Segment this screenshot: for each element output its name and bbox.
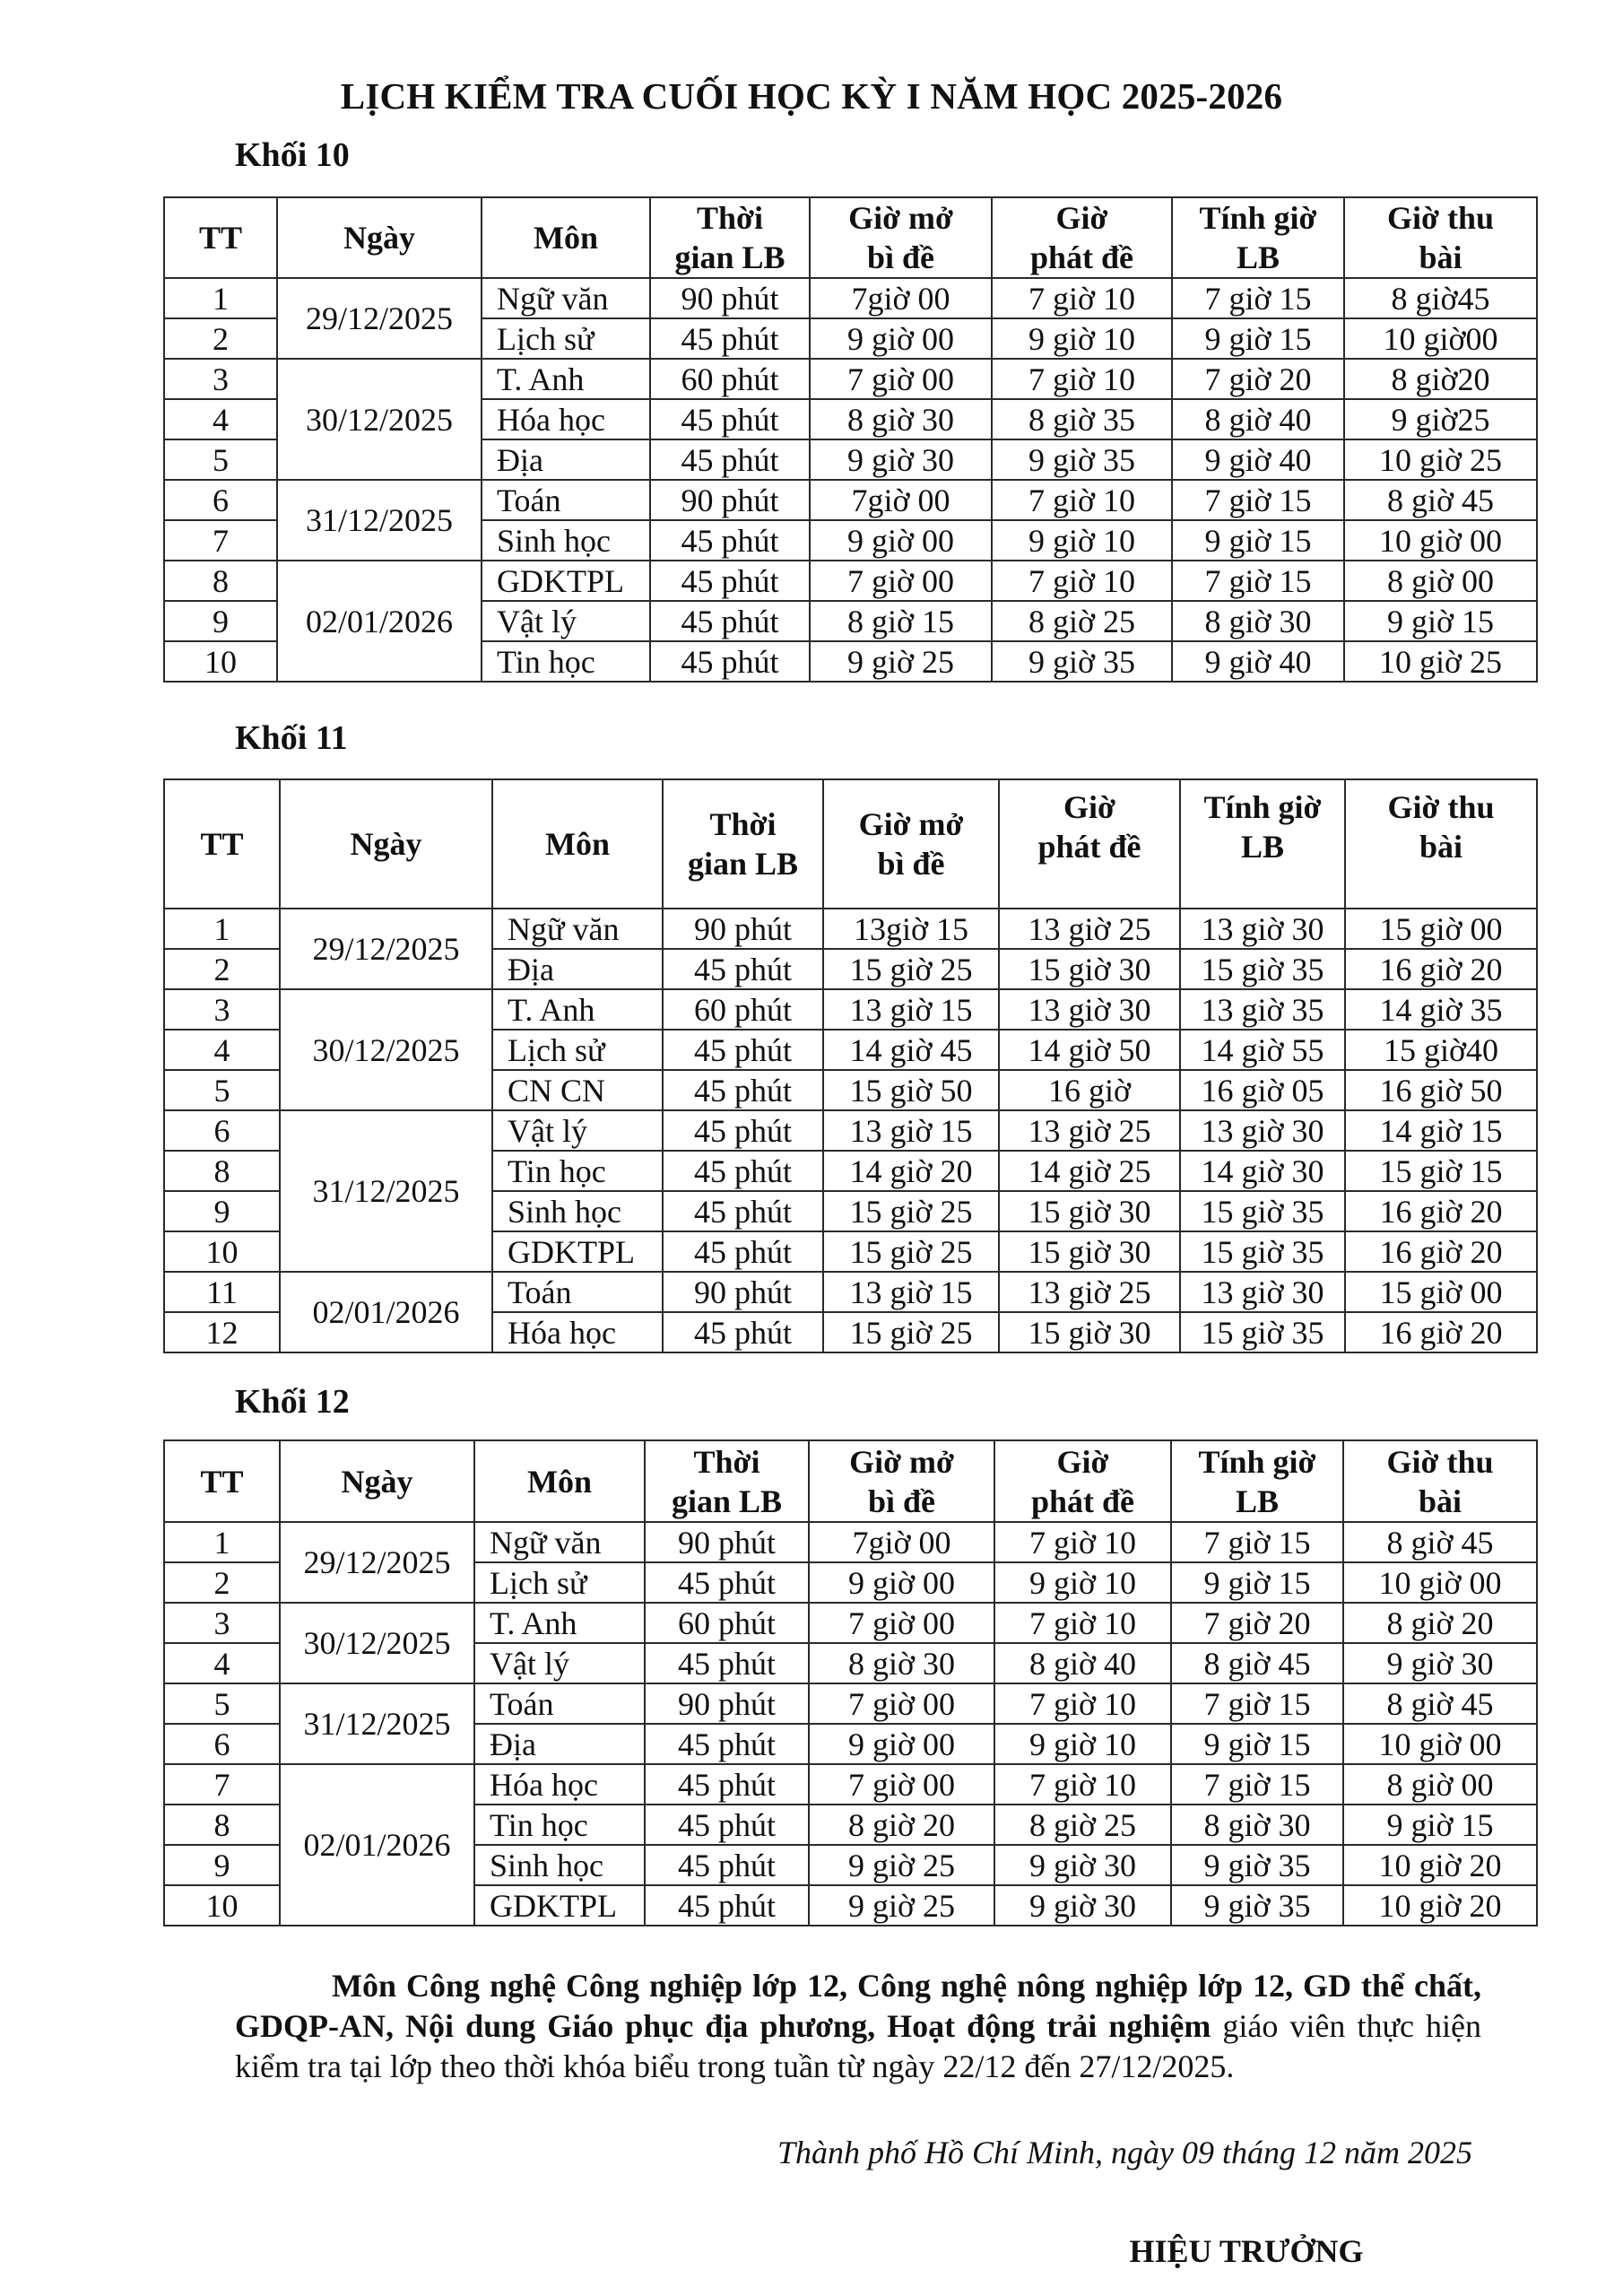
collect-time-cell: 15 giờ40 xyxy=(1345,1030,1537,1070)
header-tt: TT xyxy=(164,779,280,909)
collect-time-cell: 15 giờ 15 xyxy=(1345,1151,1537,1191)
distribute-time-cell: 9 giờ 30 xyxy=(994,1885,1171,1926)
table-header-row xyxy=(164,1440,1537,1522)
open-time-cell: 7giờ 00 xyxy=(810,278,992,318)
header-thoi-gian: Thời gian LB xyxy=(663,779,823,909)
header-ngay: Ngày xyxy=(277,197,482,278)
distribute-time-cell: 13 giờ 25 xyxy=(999,1272,1180,1312)
header-mon: Môn xyxy=(482,197,650,278)
distribute-time-cell: 15 giờ 30 xyxy=(999,1231,1180,1272)
start-time-cell: 9 giờ 15 xyxy=(1172,318,1344,359)
subject-cell: Tin học xyxy=(474,1805,645,1845)
tt-cell: 8 xyxy=(164,1805,280,1845)
duration-cell: 45 phút xyxy=(650,318,810,359)
collect-time-cell: 10 giờ 00 xyxy=(1343,1562,1537,1603)
open-time-cell: 9 giờ 00 xyxy=(809,1724,994,1764)
duration-cell: 90 phút xyxy=(645,1683,809,1724)
header-gio-mo: Giờ mở bì đề xyxy=(810,197,992,278)
subject-cell: Vật lý xyxy=(482,601,650,641)
start-time-cell: 9 giờ 15 xyxy=(1171,1724,1343,1764)
open-time-cell: 13 giờ 15 xyxy=(823,1110,999,1151)
tt-cell: 6 xyxy=(164,1110,280,1151)
open-time-cell: 14 giờ 20 xyxy=(823,1151,999,1191)
duration-cell: 90 phút xyxy=(650,480,810,520)
distribute-time-cell: 9 giờ 35 xyxy=(992,439,1172,480)
collect-time-cell: 8 giờ 20 xyxy=(1343,1603,1537,1643)
khoi-10-schedule-table xyxy=(163,196,1538,683)
start-time-cell: 7 giờ 15 xyxy=(1171,1683,1343,1724)
tt-cell: 7 xyxy=(164,1764,280,1805)
header-mon: Môn xyxy=(492,779,663,909)
start-time-cell: 8 giờ 30 xyxy=(1172,601,1344,641)
duration-cell: 60 phút xyxy=(645,1603,809,1643)
distribute-time-cell: 7 giờ 10 xyxy=(994,1764,1171,1805)
duration-cell: 90 phút xyxy=(650,278,810,318)
open-time-cell: 7giờ 00 xyxy=(809,1522,994,1562)
distribute-time-cell: 7 giờ 10 xyxy=(992,278,1172,318)
subject-cell: Toán xyxy=(492,1272,663,1312)
tt-cell: 8 xyxy=(164,1151,280,1191)
open-time-cell: 13 giờ 15 xyxy=(823,1272,999,1312)
collect-time-cell: 16 giờ 20 xyxy=(1345,1231,1537,1272)
subject-cell: Ngữ văn xyxy=(492,909,663,949)
header-tinh-gio: Tính giờ LB xyxy=(1171,1440,1343,1522)
duration-cell: 45 phút xyxy=(645,1845,809,1885)
table-row xyxy=(164,989,1537,1030)
tt-cell: 10 xyxy=(164,1885,280,1926)
duration-cell: 45 phút xyxy=(650,601,810,641)
tt-cell: 3 xyxy=(164,989,280,1030)
distribute-time-cell: 8 giờ 35 xyxy=(992,399,1172,439)
collect-time-cell: 15 giờ 00 xyxy=(1345,909,1537,949)
collect-time-cell: 10 giờ 00 xyxy=(1344,520,1537,561)
collect-time-cell: 10 giờ 25 xyxy=(1344,641,1537,682)
start-time-cell: 7 giờ 15 xyxy=(1172,278,1344,318)
open-time-cell: 9 giờ 00 xyxy=(809,1562,994,1603)
collect-time-cell: 9 giờ 15 xyxy=(1343,1805,1537,1845)
tt-cell: 12 xyxy=(164,1312,280,1352)
collect-time-cell: 8 giờ20 xyxy=(1344,359,1537,399)
header-gio-mo: Giờ mở bì đề xyxy=(809,1440,994,1522)
subject-cell: GDKTPL xyxy=(482,561,650,601)
subject-cell: T. Anh xyxy=(474,1603,645,1643)
duration-cell: 45 phút xyxy=(650,399,810,439)
distribute-time-cell: 8 giờ 25 xyxy=(994,1805,1171,1845)
open-time-cell: 7 giờ 00 xyxy=(809,1764,994,1805)
collect-time-cell: 10 giờ 25 xyxy=(1344,439,1537,480)
duration-cell: 45 phút xyxy=(650,520,810,561)
subject-cell: Địa xyxy=(482,439,650,480)
collect-time-cell: 10 giờ 20 xyxy=(1343,1885,1537,1926)
tt-cell: 1 xyxy=(164,1522,280,1562)
khoi-12-schedule-table xyxy=(163,1439,1538,1926)
header-ngay: Ngày xyxy=(280,779,492,909)
duration-cell: 45 phút xyxy=(645,1764,809,1805)
start-time-cell: 7 giờ 15 xyxy=(1171,1764,1343,1805)
duration-cell: 45 phút xyxy=(645,1805,809,1845)
date-cell: 31/12/2025 xyxy=(280,1683,474,1764)
distribute-time-cell: 15 giờ 30 xyxy=(999,949,1180,989)
open-time-cell: 7 giờ 00 xyxy=(810,561,992,601)
start-time-cell: 7 giờ 15 xyxy=(1172,561,1344,601)
duration-cell: 60 phút xyxy=(650,359,810,399)
start-time-cell: 15 giờ 35 xyxy=(1180,1312,1345,1352)
start-time-cell: 14 giờ 55 xyxy=(1180,1030,1345,1070)
tt-cell: 3 xyxy=(164,1603,280,1643)
header-tt: TT xyxy=(164,1440,280,1522)
date-cell: 29/12/2025 xyxy=(280,1522,474,1603)
collect-time-cell: 8 giờ 45 xyxy=(1343,1683,1537,1724)
duration-cell: 90 phút xyxy=(663,1272,823,1312)
tt-cell: 2 xyxy=(164,318,277,359)
start-time-cell: 14 giờ 30 xyxy=(1180,1151,1345,1191)
duration-cell: 45 phút xyxy=(663,1231,823,1272)
open-time-cell: 15 giờ 25 xyxy=(823,1312,999,1352)
open-time-cell: 14 giờ 45 xyxy=(823,1030,999,1070)
distribute-time-cell: 9 giờ 10 xyxy=(994,1724,1171,1764)
subject-cell: Hóa học xyxy=(474,1764,645,1805)
collect-time-cell: 10 giờ 00 xyxy=(1343,1724,1537,1764)
table-row xyxy=(164,1683,1537,1724)
start-time-cell: 15 giờ 35 xyxy=(1180,1191,1345,1231)
start-time-cell: 15 giờ 35 xyxy=(1180,949,1345,989)
tt-cell: 4 xyxy=(164,1030,280,1070)
header-thoi-gian: Thời gian LB xyxy=(645,1440,809,1522)
tt-cell: 4 xyxy=(164,1643,280,1683)
note-normal-text: giáo viên thực hiện kiểm tra tại lớp theo thời khóa biểu trong tuần từ ngày 22/12 đến 27/12/2025. xyxy=(235,2008,1481,2084)
tt-cell: 11 xyxy=(164,1272,280,1312)
table-row xyxy=(164,480,1537,520)
distribute-time-cell: 8 giờ 25 xyxy=(992,601,1172,641)
open-time-cell: 13 giờ 15 xyxy=(823,989,999,1030)
open-time-cell: 9 giờ 25 xyxy=(809,1885,994,1926)
duration-cell: 60 phút xyxy=(663,989,823,1030)
distribute-time-cell: 7 giờ 10 xyxy=(994,1683,1171,1724)
duration-cell: 45 phút xyxy=(663,1110,823,1151)
open-time-cell: 9 giờ 25 xyxy=(810,641,992,682)
start-time-cell: 13 giờ 30 xyxy=(1180,909,1345,949)
open-time-cell: 7 giờ 00 xyxy=(810,359,992,399)
distribute-time-cell: 7 giờ 10 xyxy=(992,359,1172,399)
table-row xyxy=(164,278,1537,318)
distribute-time-cell: 7 giờ 10 xyxy=(992,480,1172,520)
khoi-11-body xyxy=(164,909,1537,1352)
open-time-cell: 8 giờ 15 xyxy=(810,601,992,641)
tt-cell: 5 xyxy=(164,1683,280,1724)
header-tinh-gio: Tính giờ LB xyxy=(1172,197,1344,278)
table-header-row xyxy=(164,779,1537,909)
header-tt: TT xyxy=(164,197,277,278)
distribute-time-cell: 15 giờ 30 xyxy=(999,1191,1180,1231)
table-row xyxy=(164,359,1537,399)
signer-title: HIỆU TRƯỞNG xyxy=(1129,2233,1364,2269)
collect-time-cell: 10 giờ00 xyxy=(1344,318,1537,359)
khoi-10-body xyxy=(164,278,1537,682)
khoi-12-body xyxy=(164,1522,1537,1926)
tt-cell: 4 xyxy=(164,399,277,439)
subject-cell: Sinh học xyxy=(492,1191,663,1231)
open-time-cell: 15 giờ 25 xyxy=(823,949,999,989)
table-row xyxy=(164,1110,1537,1151)
duration-cell: 90 phút xyxy=(663,909,823,949)
collect-time-cell: 16 giờ 20 xyxy=(1345,1312,1537,1352)
collect-time-cell: 9 giờ25 xyxy=(1344,399,1537,439)
collect-time-cell: 14 giờ 35 xyxy=(1345,989,1537,1030)
tt-cell: 1 xyxy=(164,278,277,318)
start-time-cell: 9 giờ 15 xyxy=(1172,520,1344,561)
start-time-cell: 7 giờ 20 xyxy=(1172,359,1344,399)
collect-time-cell: 8 giờ45 xyxy=(1344,278,1537,318)
start-time-cell: 7 giờ 15 xyxy=(1172,480,1344,520)
date-cell: 02/01/2026 xyxy=(280,1764,474,1926)
header-gio-thu: Giờ thu bài xyxy=(1344,197,1537,278)
tt-cell: 2 xyxy=(164,949,280,989)
tt-cell: 9 xyxy=(164,1845,280,1885)
date-cell: 29/12/2025 xyxy=(280,909,492,989)
duration-cell: 45 phút xyxy=(645,1643,809,1683)
table-row xyxy=(164,1272,1537,1312)
duration-cell: 45 phút xyxy=(663,1191,823,1231)
distribute-time-cell: 9 giờ 35 xyxy=(992,641,1172,682)
tt-cell: 7 xyxy=(164,520,277,561)
open-time-cell: 15 giờ 25 xyxy=(823,1231,999,1272)
duration-cell: 45 phút xyxy=(663,1151,823,1191)
collect-time-cell: 14 giờ 15 xyxy=(1345,1110,1537,1151)
duration-cell: 45 phút xyxy=(645,1562,809,1603)
date-cell: 02/01/2026 xyxy=(280,1272,492,1352)
start-time-cell: 13 giờ 30 xyxy=(1180,1110,1345,1151)
collect-time-cell: 15 giờ 00 xyxy=(1345,1272,1537,1312)
open-time-cell: 7giờ 00 xyxy=(810,480,992,520)
subject-cell: Lịch sử xyxy=(492,1030,663,1070)
header-gio-phat: Giờ phát đề xyxy=(994,1440,1171,1522)
subject-cell: Địa xyxy=(474,1724,645,1764)
subject-cell: Tin học xyxy=(482,641,650,682)
subject-cell: Hóa học xyxy=(492,1312,663,1352)
start-time-cell: 9 giờ 35 xyxy=(1171,1885,1343,1926)
header-tinh-gio: Tính giờ LB xyxy=(1180,779,1345,909)
tt-cell: 8 xyxy=(164,561,277,601)
table-row xyxy=(164,1603,1537,1643)
date-cell: 31/12/2025 xyxy=(280,1110,492,1272)
start-time-cell: 15 giờ 35 xyxy=(1180,1231,1345,1272)
subject-cell: Sinh học xyxy=(482,520,650,561)
distribute-time-cell: 14 giờ 25 xyxy=(999,1151,1180,1191)
tt-cell: 2 xyxy=(164,1562,280,1603)
start-time-cell: 9 giờ 40 xyxy=(1172,641,1344,682)
duration-cell: 45 phút xyxy=(663,1070,823,1110)
start-time-cell: 9 giờ 40 xyxy=(1172,439,1344,480)
subject-cell: Lịch sử xyxy=(474,1562,645,1603)
distribute-time-cell: 15 giờ 30 xyxy=(999,1312,1180,1352)
distribute-time-cell: 9 giờ 30 xyxy=(994,1845,1171,1885)
collect-time-cell: 8 giờ 00 xyxy=(1343,1764,1537,1805)
subject-cell: GDKTPL xyxy=(492,1231,663,1272)
distribute-time-cell: 14 giờ 50 xyxy=(999,1030,1180,1070)
open-time-cell: 9 giờ 25 xyxy=(809,1845,994,1885)
start-time-cell: 16 giờ 05 xyxy=(1180,1070,1345,1110)
subject-cell: Hóa học xyxy=(482,399,650,439)
khoi-11-schedule-table xyxy=(163,778,1538,1353)
table-header-row xyxy=(164,197,1537,278)
subject-cell: Vật lý xyxy=(492,1110,663,1151)
collect-time-cell: 8 giờ 00 xyxy=(1344,561,1537,601)
date-cell: 29/12/2025 xyxy=(277,278,482,359)
khoi-11-heading: Khối 11 xyxy=(235,719,348,757)
document-title: LỊCH KIỂM TRA CUỐI HỌC KỲ I NĂM HỌC 2025-2026 xyxy=(340,75,1283,117)
distribute-time-cell: 16 giờ xyxy=(999,1070,1180,1110)
subject-cell: GDKTPL xyxy=(474,1885,645,1926)
duration-cell: 45 phút xyxy=(650,561,810,601)
table-row xyxy=(164,1522,1537,1562)
subject-cell: Vật lý xyxy=(474,1643,645,1683)
distribute-time-cell: 9 giờ 10 xyxy=(992,520,1172,561)
collect-time-cell: 9 giờ 30 xyxy=(1343,1643,1537,1683)
date-cell: 31/12/2025 xyxy=(277,480,482,561)
tt-cell: 9 xyxy=(164,601,277,641)
subject-cell: Tin học xyxy=(492,1151,663,1191)
distribute-time-cell: 7 giờ 10 xyxy=(994,1603,1171,1643)
tt-cell: 3 xyxy=(164,359,277,399)
exemption-note xyxy=(235,1966,1481,2087)
subject-cell: Toán xyxy=(482,480,650,520)
distribute-time-cell: 8 giờ 40 xyxy=(994,1643,1171,1683)
collect-time-cell: 9 giờ 15 xyxy=(1344,601,1537,641)
header-gio-phat: Giờ phát đề xyxy=(992,197,1172,278)
start-time-cell: 8 giờ 30 xyxy=(1171,1805,1343,1845)
table-row xyxy=(164,909,1537,949)
date-cell: 30/12/2025 xyxy=(280,1603,474,1683)
collect-time-cell: 10 giờ 20 xyxy=(1343,1845,1537,1885)
tt-cell: 5 xyxy=(164,439,277,480)
open-time-cell: 9 giờ 30 xyxy=(810,439,992,480)
open-time-cell: 7 giờ 00 xyxy=(809,1603,994,1643)
subject-cell: Toán xyxy=(474,1683,645,1724)
collect-time-cell: 8 giờ 45 xyxy=(1343,1522,1537,1562)
subject-cell: CN CN xyxy=(492,1070,663,1110)
header-gio-thu: Giờ thu bài xyxy=(1345,779,1537,909)
duration-cell: 45 phút xyxy=(645,1724,809,1764)
header-gio-phat: Giờ phát đề xyxy=(999,779,1180,909)
start-time-cell: 9 giờ 15 xyxy=(1171,1562,1343,1603)
tt-cell: 10 xyxy=(164,641,277,682)
distribute-time-cell: 13 giờ 25 xyxy=(999,1110,1180,1151)
header-ngay: Ngày xyxy=(280,1440,474,1522)
open-time-cell: 8 giờ 30 xyxy=(810,399,992,439)
collect-time-cell: 16 giờ 20 xyxy=(1345,949,1537,989)
khoi-10-heading: Khối 10 xyxy=(235,136,350,174)
tt-cell: 9 xyxy=(164,1191,280,1231)
open-time-cell: 15 giờ 50 xyxy=(823,1070,999,1110)
open-time-cell: 7 giờ 00 xyxy=(809,1683,994,1724)
duration-cell: 45 phút xyxy=(663,1312,823,1352)
open-time-cell: 9 giờ 00 xyxy=(810,520,992,561)
open-time-cell: 8 giờ 30 xyxy=(809,1643,994,1683)
date-cell: 30/12/2025 xyxy=(280,989,492,1110)
subject-cell: Ngữ văn xyxy=(474,1522,645,1562)
tt-cell: 6 xyxy=(164,480,277,520)
open-time-cell: 13giờ 15 xyxy=(823,909,999,949)
place-date: Thành phố Hồ Chí Minh, ngày 09 tháng 12 năm 2025 xyxy=(777,2135,1472,2170)
note-bold-text: Môn Công nghệ Công nghiệp lớp 12, Công nghệ nông nghiệp lớp 12, GD thể chất, GDQP-AN, Nội dung Giáo phục địa phương, Hoạt động trải nghiệm xyxy=(235,1968,1481,2044)
subject-cell: Sinh học xyxy=(474,1845,645,1885)
collect-time-cell: 16 giờ 50 xyxy=(1345,1070,1537,1110)
collect-time-cell: 8 giờ 45 xyxy=(1344,480,1537,520)
distribute-time-cell: 9 giờ 10 xyxy=(994,1562,1171,1603)
duration-cell: 45 phút xyxy=(650,439,810,480)
table-row xyxy=(164,1764,1537,1805)
date-cell: 02/01/2026 xyxy=(277,561,482,682)
subject-cell: Địa xyxy=(492,949,663,989)
distribute-time-cell: 7 giờ 10 xyxy=(994,1522,1171,1562)
collect-time-cell: 16 giờ 20 xyxy=(1345,1191,1537,1231)
tt-cell: 1 xyxy=(164,909,280,949)
tt-cell: 10 xyxy=(164,1231,280,1272)
start-time-cell: 9 giờ 35 xyxy=(1171,1845,1343,1885)
open-time-cell: 9 giờ 00 xyxy=(810,318,992,359)
start-time-cell: 7 giờ 20 xyxy=(1171,1603,1343,1643)
duration-cell: 45 phút xyxy=(645,1885,809,1926)
distribute-time-cell: 13 giờ 30 xyxy=(999,989,1180,1030)
table-row xyxy=(164,561,1537,601)
distribute-time-cell: 7 giờ 10 xyxy=(992,561,1172,601)
subject-cell: T. Anh xyxy=(492,989,663,1030)
tt-cell: 5 xyxy=(164,1070,280,1110)
header-gio-mo: Giờ mở bì đề xyxy=(823,779,999,909)
distribute-time-cell: 9 giờ 10 xyxy=(992,318,1172,359)
duration-cell: 90 phút xyxy=(645,1522,809,1562)
start-time-cell: 13 giờ 35 xyxy=(1180,989,1345,1030)
duration-cell: 45 phút xyxy=(663,949,823,989)
subject-cell: T. Anh xyxy=(482,359,650,399)
start-time-cell: 8 giờ 45 xyxy=(1171,1643,1343,1683)
khoi-12-heading: Khối 12 xyxy=(235,1383,350,1421)
duration-cell: 45 phút xyxy=(663,1030,823,1070)
tt-cell: 6 xyxy=(164,1724,280,1764)
start-time-cell: 8 giờ 40 xyxy=(1172,399,1344,439)
header-thoi-gian: Thời gian LB xyxy=(650,197,810,278)
start-time-cell: 13 giờ 30 xyxy=(1180,1272,1345,1312)
date-cell: 30/12/2025 xyxy=(277,359,482,480)
duration-cell: 45 phút xyxy=(650,641,810,682)
subject-cell: Ngữ văn xyxy=(482,278,650,318)
header-mon: Môn xyxy=(474,1440,645,1522)
open-time-cell: 8 giờ 20 xyxy=(809,1805,994,1845)
distribute-time-cell: 13 giờ 25 xyxy=(999,909,1180,949)
subject-cell: Lịch sử xyxy=(482,318,650,359)
start-time-cell: 7 giờ 15 xyxy=(1171,1522,1343,1562)
open-time-cell: 15 giờ 25 xyxy=(823,1191,999,1231)
header-gio-thu: Giờ thu bài xyxy=(1343,1440,1537,1522)
